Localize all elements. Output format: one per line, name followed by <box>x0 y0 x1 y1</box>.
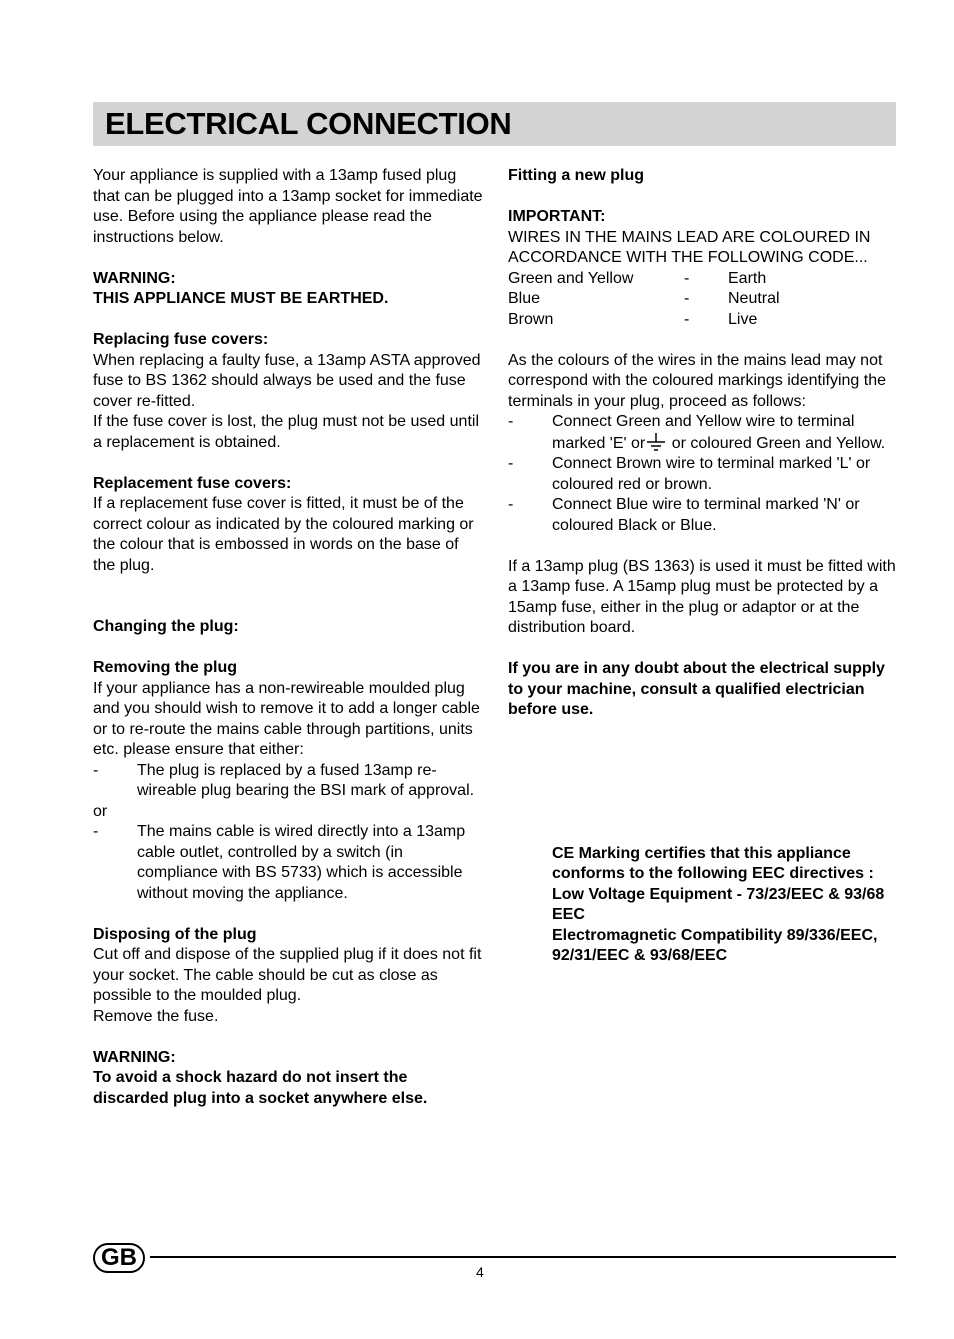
table-row <box>508 289 898 310</box>
wire-meaning: Neutral <box>728 290 780 307</box>
replacing-fuse-heading: Replacing fuse covers: <box>93 331 269 348</box>
footer-rule <box>150 1256 896 1258</box>
step-live-wire: Connect Brown wire to terminal marked 'L' or coloured red or brown. <box>552 455 871 493</box>
fuse-rating-text: If a 13amp plug (BS 1363) is used it must be fitted with a 13amp fuse. A 15amp plug must be protected by a 15amp fuse, either in the plug or adaptor or at the distribution board. <box>508 557 896 636</box>
bullet-dash: - <box>508 455 514 472</box>
removing-plug-text: If your appliance has a non-rewireable moulded plug and you should wish to remove it to add a longer cable or to re-route the mains cable through partitions, units etc. please ensure that either: <box>93 679 480 758</box>
wire-separator: - <box>684 310 690 328</box>
bullet-dash: - <box>93 823 99 840</box>
wire-colour: Blue <box>508 290 541 307</box>
table-row <box>508 310 898 331</box>
fitting-plug-heading: Fitting a new plug <box>508 167 644 184</box>
page-number: 4 <box>476 1264 484 1280</box>
bullet-dash: - <box>508 413 514 430</box>
step-earth-text-a: Connect Green and Yellow wire to terminal marked 'E' or <box>552 413 855 452</box>
wire-colour: Brown <box>508 310 554 328</box>
changing-plug-heading: Changing the plug: <box>93 618 239 635</box>
right-column <box>508 166 898 967</box>
removing-plug-heading: Removing the plug <box>93 659 237 676</box>
wire-separator: - <box>684 269 690 287</box>
bullet-dash: - <box>508 496 514 513</box>
step-earth-wire <box>552 412 898 454</box>
page-title: ELECTRICAL CONNECTION <box>105 106 512 141</box>
title-bar <box>93 102 896 146</box>
replacing-fuse-text: When replacing a faulty fuse, a 13amp ASTA approved fuse to BS 1362 should always be used and the fuse cover re-fitted. <box>93 351 481 410</box>
list-item <box>508 454 898 495</box>
low-voltage-directive: Low Voltage Equipment - 73/23/EEC & 93/68 EEC <box>552 885 885 923</box>
warning-heading: WARNING: <box>93 269 176 287</box>
bullet-dash: - <box>93 761 99 779</box>
disposing-plug-text: Cut off and dispose of the supplied plug if it does not fit your socket. The cable should be cut as close as possible to the moulded plug. <box>93 946 482 1004</box>
wire-separator: - <box>684 290 690 307</box>
replacement-fuse-heading: Replacement fuse covers: <box>93 474 292 492</box>
step-earth-text-b: or coloured Green and Yellow. <box>667 434 886 452</box>
warning-heading: WARNING: <box>93 1048 176 1066</box>
list-item <box>93 761 483 802</box>
list-item <box>508 495 898 536</box>
step-neutral-wire: Connect Blue wire to terminal marked 'N' or coloured Black or Blue. <box>552 496 860 534</box>
fuse-cover-lost-text: If the fuse cover is lost, the plug must not be used until a replacement is obtained. <box>93 413 479 451</box>
wire-meaning: Earth <box>728 269 767 287</box>
important-heading: IMPORTANT: <box>508 208 606 225</box>
table-row <box>508 269 898 290</box>
electrician-advice: If you are in any doubt about the electrical supply to your machine, consult a qualified electrician before use. <box>508 660 885 718</box>
list-item <box>93 822 483 904</box>
wire-colour-table <box>508 269 898 331</box>
replacement-fuse-text: If a replacement fuse cover is fitted, it must be of the correct colour as indicated by the coloured marking or the colour that is embossed in words on the base of the plug. <box>93 495 474 574</box>
emc-directive: Electromagnetic Compatibility 89/336/EEC, 92/31/EEC & 93/68/EEC <box>552 926 878 964</box>
shock-hazard-warning: To avoid a shock hazard do not insert the discarded plug into a socket anywhere else. <box>93 1069 428 1107</box>
ce-marking-text: CE Marking certifies that this appliance conforms to the following EEC directives : <box>552 844 874 882</box>
wire-code-text: WIRES IN THE MAINS LEAD ARE COLOURED IN ACCORDANCE WITH THE FOLLOWING CODE... <box>508 228 871 266</box>
option-rewireable-plug: The plug is replaced by a fused 13amp re-wireable plug bearing the BSI mark of approval. <box>137 761 475 799</box>
disposing-plug-heading: Disposing of the plug <box>93 925 257 943</box>
country-badge: GB <box>93 1243 145 1273</box>
option-cable-outlet: The mains cable is wired directly into a 13amp cable outlet, controlled by a switch (in compliance with BS 5733) which is accessible without moving the appliance. <box>137 823 466 902</box>
colours-note-text: As the colours of the wires in the mains lead may not correspond with the coloured markings identifying the terminals in your plug, proceed as follows: <box>508 351 886 410</box>
left-column <box>93 166 483 1109</box>
intro-paragraph: Your appliance is supplied with a 13amp fused plug that can be plugged into a 13amp socket for immediate use. Before using the appliance please read the instructions below. <box>93 167 483 246</box>
earth-ground-icon <box>645 433 667 451</box>
wire-meaning: Live <box>728 310 758 328</box>
remove-fuse-text: Remove the fuse. <box>93 1007 219 1025</box>
earthed-warning: THIS APPLIANCE MUST BE EARTHED. <box>93 290 389 307</box>
wire-colour: Green and Yellow <box>508 269 634 287</box>
or-text: or <box>93 802 108 820</box>
list-item <box>508 412 898 454</box>
